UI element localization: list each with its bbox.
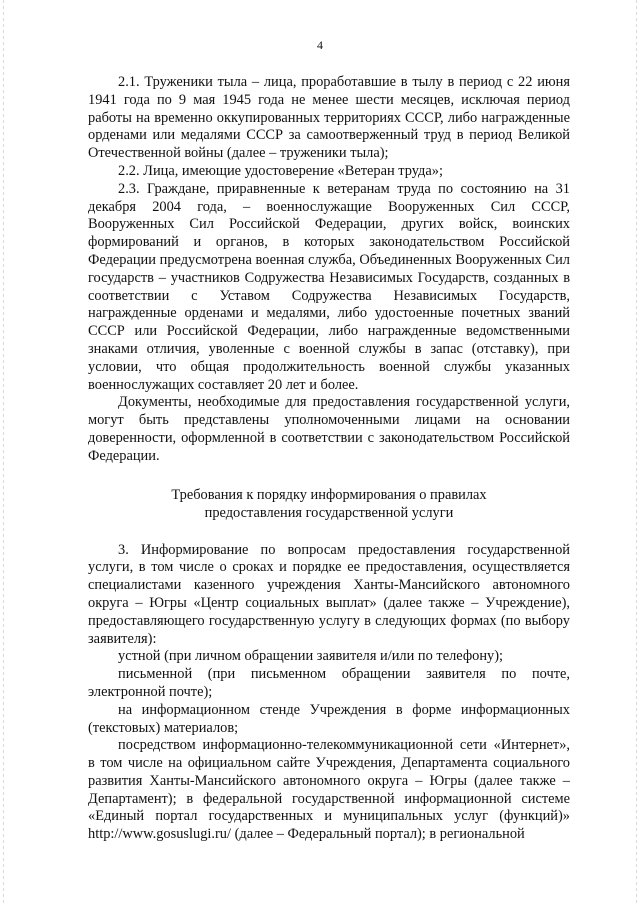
list-item-internet: посредством информационно-телекоммуникационной сети «Интернет», в том числе на официальном сайте Учреждения, Департамента социального развития Ханты-Мансийского автономного округа – Югры (далее также – Департамент); в федеральной государственной информационной системе «Единый портал государственных и муниципальных услуг (функций)» http://www.gosuslugi.ru/ (далее – Федеральный портал); в региональной bbox=[88, 737, 570, 843]
scan-edge-left bbox=[3, 0, 4, 905]
list-item-info-stand: на информационном стенде Учреждения в форме информационных (текстовых) материалов; bbox=[88, 701, 570, 736]
section-heading-line-1: Требования к порядку информирования о правилах bbox=[171, 486, 487, 503]
list-item-written: письменной (при письменном обращении заявителя по почте, электронной почте); bbox=[88, 666, 570, 700]
paragraph-2-2: 2.2. Лица, имеющие удостоверение «Ветеран труда»; bbox=[118, 162, 443, 179]
document-body bbox=[88, 74, 570, 844]
list-item-oral: устной (при личном обращении заявителя и/или по телефону); bbox=[118, 648, 504, 665]
page-number: 4 bbox=[317, 38, 323, 52]
paragraph-2-3: 2.3. Граждане, приравненные к ветеранам труда по состоянию на 31 декабря 2004 года, – военнослужащие Вооруженных Сил СССР, Вооруженных Сил Российской Федерации, других войск, воинских формирований и органов, в которых законодательством Российской Федерации предусмотрена военная служба, Объединенных Вооруженных Сил государств – участников Содружества Независимых Государств, созданных в соответствии с Уставом Содружества Независимых Государств, награжденные орденами и медалями, либо удостоенные почетных званий СССР или Российской Федерации, либо награжденные ведомственными знаками отличия, уволенные с военной службы в запас (отставку), при условии, что общая продолжительность военной службы указанных военнослужащих составляет 20 лет и более. bbox=[88, 180, 570, 393]
paragraph-3: 3. Информирование по вопросам предоставления государственной услуги, в том числе о сроках и порядке ее предоставления, осуществляется специалистами казенного учреждения Ханты-Мансийского автономного округа – Югры «Центр социальных выплат» (далее также – Учреждение), предоставляющего государственную услугу в следующих формах (по выбору заявителя): bbox=[88, 541, 570, 647]
paragraph-documents: Документы, необходимые для предоставления государственной услуги, могут быть представлены уполномоченными лицами на основании доверенности, оформленной в соответствии с законодательством Российской Федерации. bbox=[88, 394, 570, 464]
scan-edge-right bbox=[636, 0, 637, 905]
section-heading-line-2: предоставления государственной услуги bbox=[204, 504, 454, 521]
paragraph-2-1: 2.1. Труженики тыла – лица, проработавшие в тылу в период с 22 июня 1941 года по 9 мая 1945 года не менее шести месяцев, исключая период работы на временно оккупированных территориях СССР, либо награжденные орденами или медалями СССР за самоотверженный труд в период Великой Отечественной войны (далее – труженики тыла); bbox=[88, 74, 570, 162]
section-heading bbox=[88, 486, 570, 522]
